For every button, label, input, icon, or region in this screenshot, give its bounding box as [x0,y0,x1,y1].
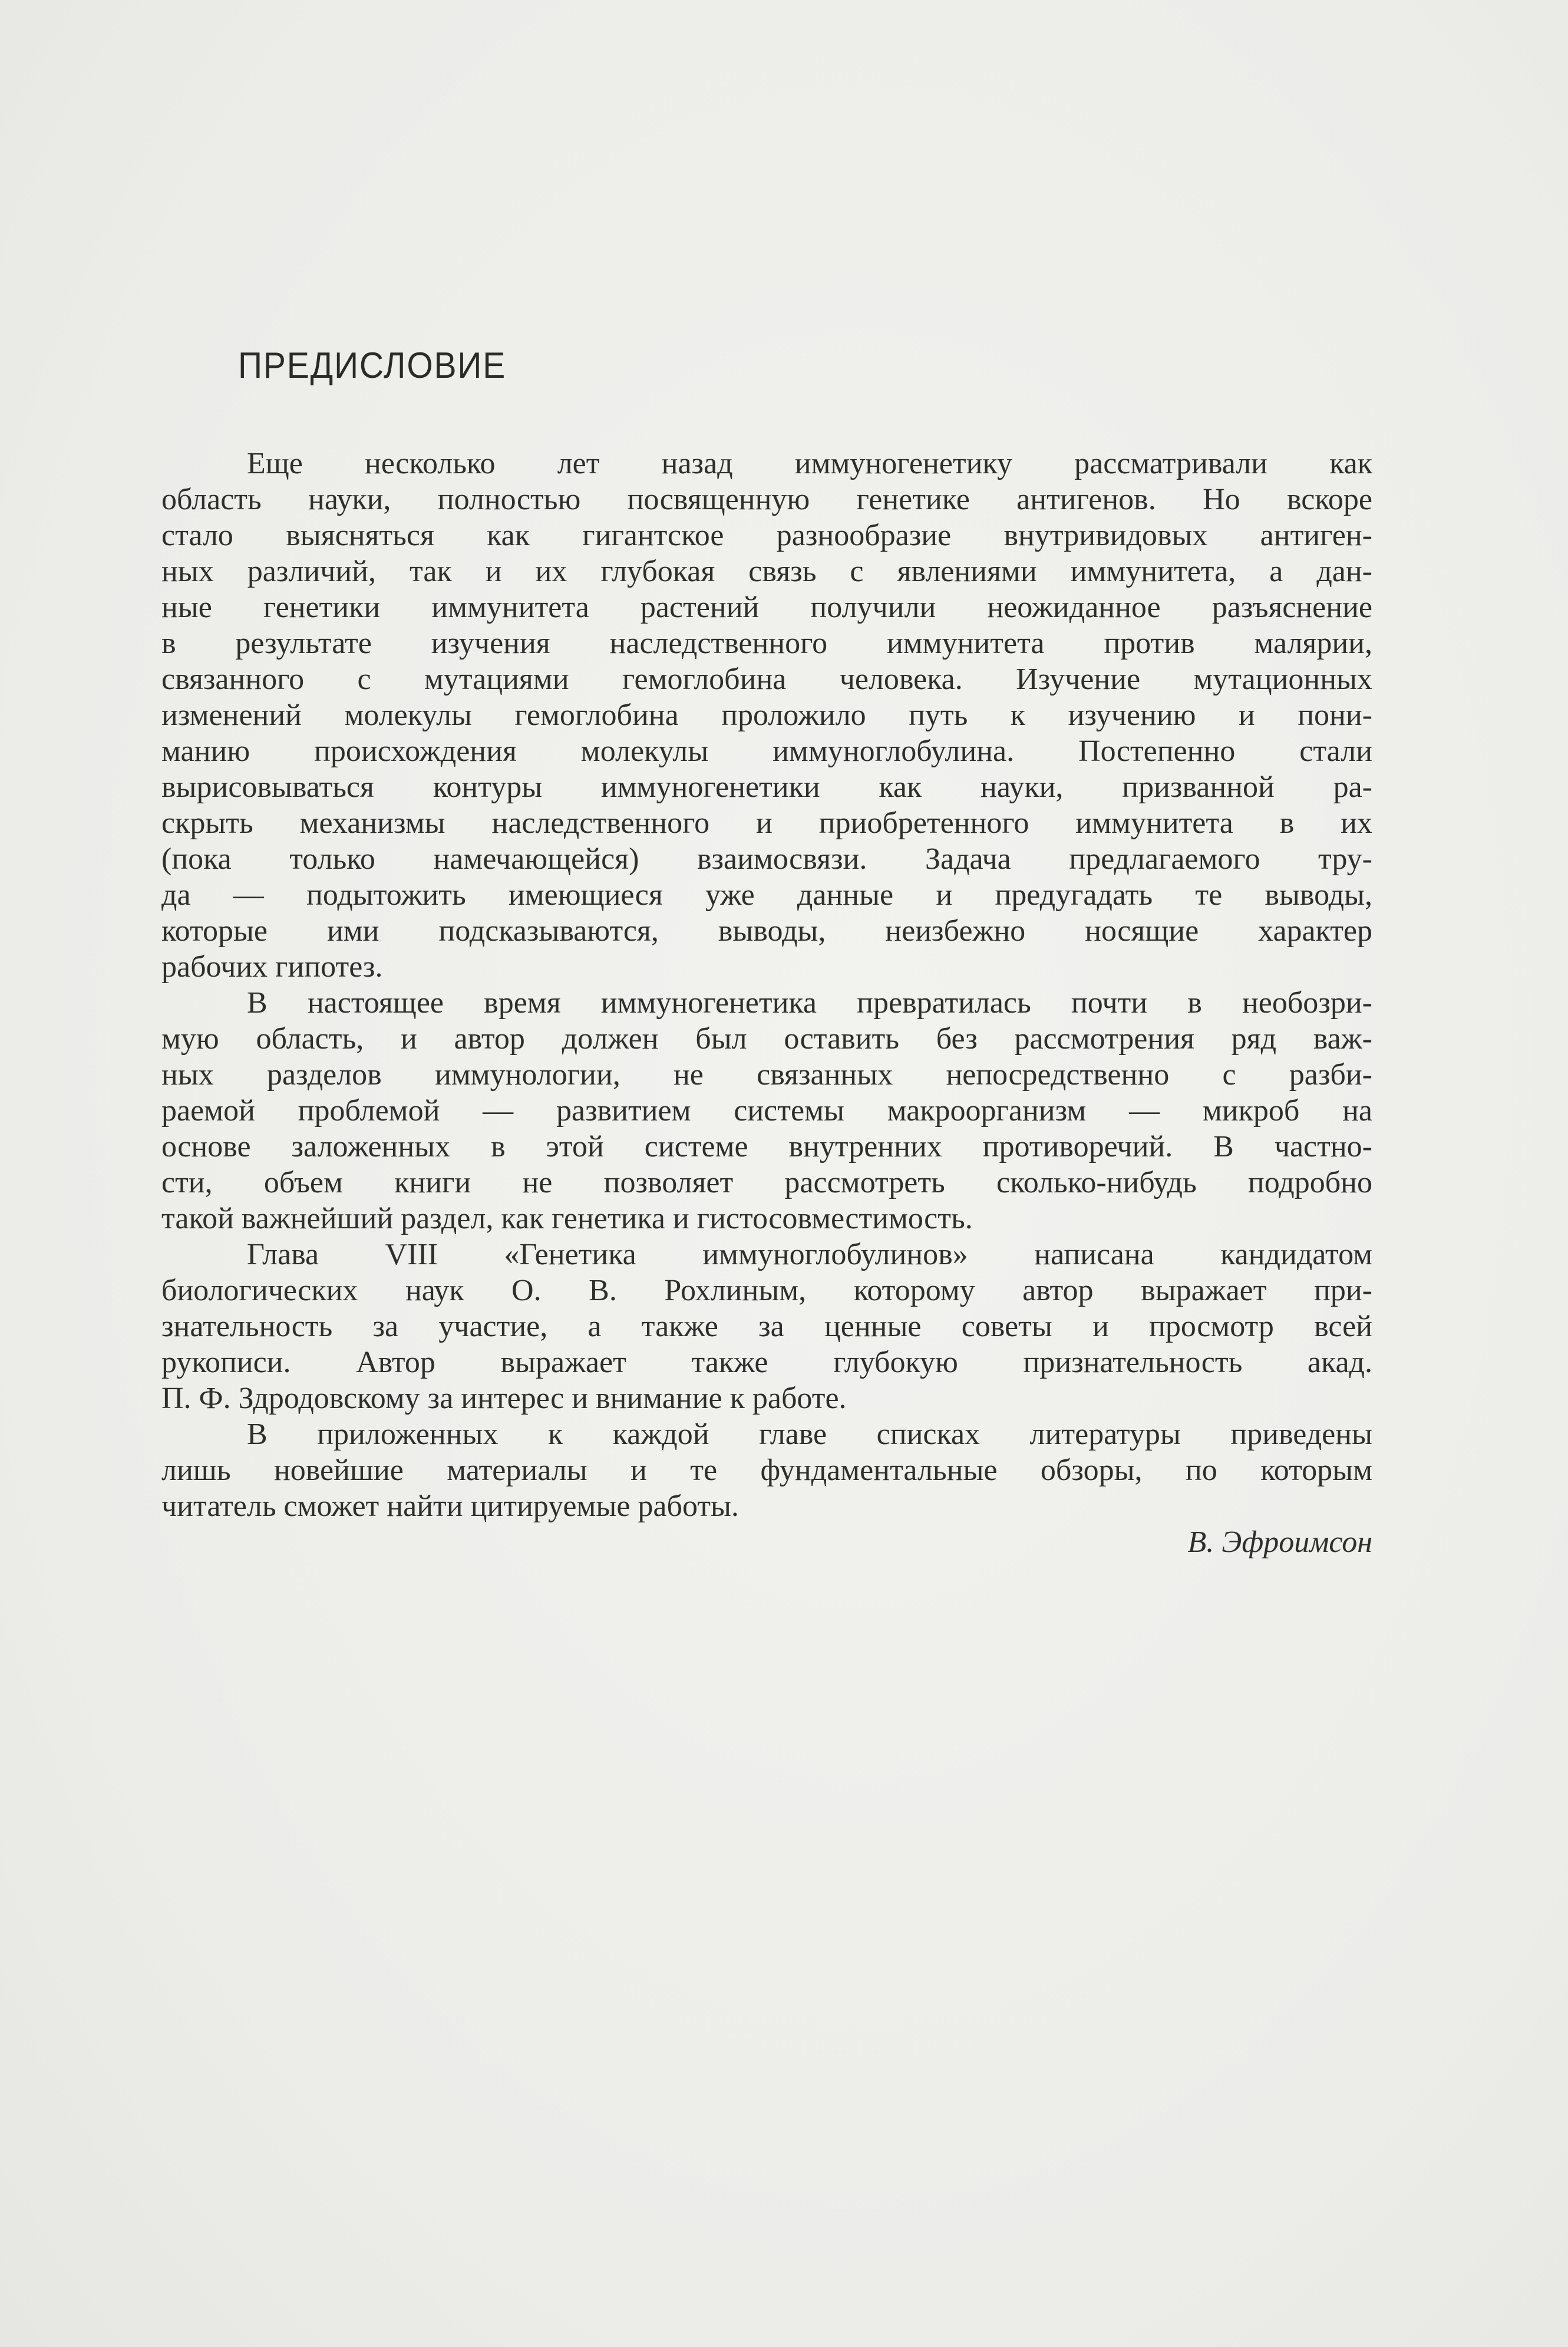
text-line: такой важнейший раздел, как генетика и гистосовместимость. [161,1202,973,1235]
text-line: которые ими подсказываются, выводы, неизбежно носящие характер [161,914,1372,948]
text-line: биологических наук О. В. Рохлиным, которому автор выражает при- [161,1274,1372,1307]
preface-body [161,446,1372,1524]
text-line: связанного с мутациями гемоглобина человека. Изучение мутационных [161,662,1372,696]
text-line: знательность за участие, а также за ценные советы и просмотр всей [161,1310,1372,1343]
text-line: область науки, полностью посвященную генетике антигенов. Но вскоре [161,483,1372,516]
text-line: в результате изучения наследственного иммунитета против малярии, [161,627,1372,660]
text-line: ные генетики иммунитета растений получили неожиданное разъяснение [161,591,1372,624]
text-line: раемой проблемой — развитием системы макроорганизм — микроб на [161,1094,1372,1128]
text-line: лишь новейшие материалы и те фундаментальные обзоры, по которым [161,1453,1372,1487]
text-line: (пока только намечающейся) взаимосвязи. Задача предлагаемого тру- [161,842,1372,876]
text-line: да — подытожить имеющиеся уже данные и предугадать те выводы, [161,878,1372,912]
text-line: скрыть механизмы наследственного и приобретенного иммунитета в их [161,806,1372,840]
text-line: ных разделов иммунологии, не связанных непосредственно с разби- [161,1058,1372,1092]
text-line: вырисовываться контуры иммуногенетики как науки, призванной ра- [161,770,1372,804]
text-line: В приложенных к каждой главе списках литературы приведены [247,1418,1372,1451]
text-line: манию происхождения молекулы иммуноглобулина. Постепенно стали [161,734,1372,768]
page-title: ПРЕДИСЛОВИЕ [238,345,507,386]
text-line: сти, объем книги не позволяет рассмотреть сколько-нибудь подробно [161,1166,1372,1199]
text-line: стало выясняться как гигантское разнообразие внутривидовых антиген- [161,519,1372,552]
text-line: мую область, и автор должен был оставить без рассмотрения ряд важ- [161,1022,1372,1056]
text-line: Глава VIII «Генетика иммуноглобулинов» написана кандидатом [247,1238,1372,1271]
author-signature: В. Эфроимсон [1187,1525,1372,1559]
text-line: рабочих гипотез. [161,950,383,984]
text-line: Еще несколько лет назад иммуногенетику рассматривали как [247,447,1372,480]
text-line: В настоящее время иммуногенетика превратилась почти в необозри- [247,986,1372,1020]
text-line: изменений молекулы гемоглобина проложило путь к изучению и пони- [161,698,1372,732]
text-line: читатель сможет найти цитируемые работы. [161,1489,739,1523]
text-line: ных различий, так и их глубокая связь с явлениями иммунитета, а дан- [161,555,1372,588]
text-line: рукописи. Автор выражает также глубокую признательность акад. [161,1346,1372,1379]
text-line: П. Ф. Здродовскому за интерес и внимание к работе. [161,1382,847,1415]
text-line: основе заложенных в этой системе внутренних противоречий. В частно- [161,1130,1372,1163]
